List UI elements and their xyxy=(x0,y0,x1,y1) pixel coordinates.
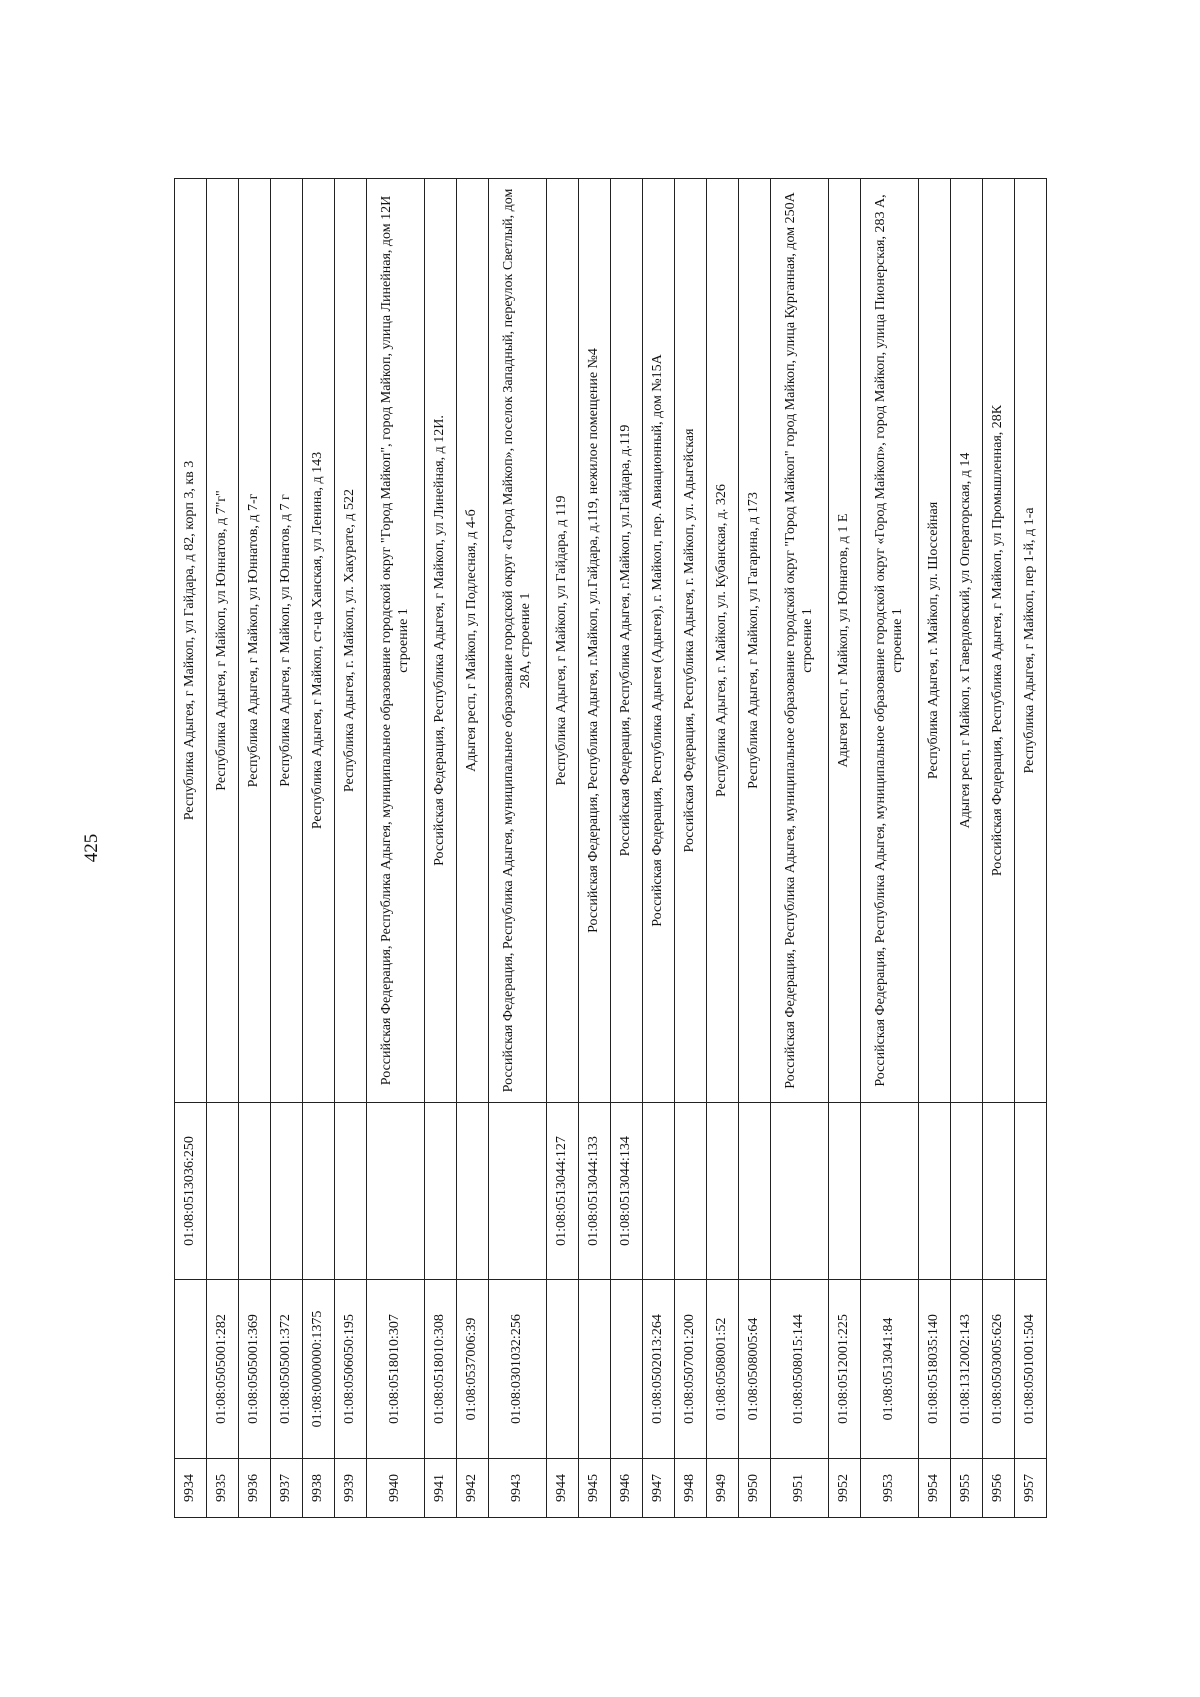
table-row xyxy=(239,179,271,1518)
row-number-cell: 9940 xyxy=(367,1459,425,1518)
cadastral-number-cell xyxy=(579,1280,611,1459)
table-row xyxy=(675,179,707,1518)
rotated-table-container xyxy=(174,178,1047,1518)
building-cadastral-number-cell xyxy=(861,1103,919,1280)
building-cadastral-number-cell xyxy=(425,1103,457,1280)
address-cell: Российская Федерация, Республика Адыгея, муниципальное образование городской округ «Город Майкоп», город Майкоп, улица Пионерская, 283 А, строение 1 xyxy=(861,179,919,1103)
cadastral-number-cell: 01:08:0505001:369 xyxy=(239,1280,271,1459)
address-cell: Республика Адыгея, г Майкоп, пер 1-й, д 1-а xyxy=(1015,179,1047,1103)
row-number-cell: 9949 xyxy=(707,1459,739,1518)
building-cadastral-number-cell: 01:08:0513044:134 xyxy=(611,1103,643,1280)
address-cell: Адыгея респ, г Майкоп, ул Юннатов, д 1 Е xyxy=(829,179,861,1103)
cadastral-number-cell: 01:08:0505001:372 xyxy=(271,1280,303,1459)
row-number-cell: 9955 xyxy=(951,1459,983,1518)
building-cadastral-number-cell xyxy=(707,1103,739,1280)
address-cell: Республика Адыгея, г Майкоп, ул Гайдара, д 119 xyxy=(547,179,579,1103)
table-row xyxy=(367,179,425,1518)
row-number-cell: 9945 xyxy=(579,1459,611,1518)
building-cadastral-number-cell xyxy=(829,1103,861,1280)
row-number-cell: 9937 xyxy=(271,1459,303,1518)
row-number-cell: 9953 xyxy=(861,1459,919,1518)
cadastral-number-cell: 01:08:0502013:264 xyxy=(643,1280,675,1459)
table-row xyxy=(739,179,771,1518)
row-number-cell: 9934 xyxy=(175,1459,207,1518)
address-cell: Российская Федерация, Республика Адыгея, г.Майкоп, ул.Гайдара, д.119, нежилое помещение №4 xyxy=(579,179,611,1103)
building-cadastral-number-cell xyxy=(951,1103,983,1280)
cadastral-number-cell: 01:08:0000000:1375 xyxy=(303,1280,335,1459)
table-row xyxy=(207,179,239,1518)
building-cadastral-number-cell xyxy=(303,1103,335,1280)
cadastral-number-cell: 01:08:0518035:140 xyxy=(919,1280,951,1459)
address-cell: Российская Федерация, Республика Адыгея, г. Майкоп, ул. Адыгейская xyxy=(675,179,707,1103)
cadastral-number-cell: 01:08:0537006:39 xyxy=(457,1280,489,1459)
row-number-cell: 9946 xyxy=(611,1459,643,1518)
cadastral-number-cell: 01:08:1312002:143 xyxy=(951,1280,983,1459)
row-number-cell: 9943 xyxy=(489,1459,547,1518)
address-cell: Российская Федерация, Республика Адыгея, г.Майкоп, ул.Гайдара, д.119 xyxy=(611,179,643,1103)
building-cadastral-number-cell xyxy=(489,1103,547,1280)
building-cadastral-number-cell xyxy=(335,1103,367,1280)
address-cell: Адыгея респ, г Майкоп, х Гавердовский, ул Операторская, д 14 xyxy=(951,179,983,1103)
building-cadastral-number-cell: 01:08:0513036:250 xyxy=(175,1103,207,1280)
building-cadastral-number-cell xyxy=(367,1103,425,1280)
address-cell: Адыгея респ, г Майкоп, ул Подлесная, д 4-б xyxy=(457,179,489,1103)
row-number-cell: 9954 xyxy=(919,1459,951,1518)
table-row xyxy=(303,179,335,1518)
building-cadastral-number-cell xyxy=(771,1103,829,1280)
page-number: 425 xyxy=(81,833,102,863)
cadastral-number-cell xyxy=(175,1280,207,1459)
cadastral-number-cell: 01:08:0507001:200 xyxy=(675,1280,707,1459)
building-cadastral-number-cell: 01:08:0513044:127 xyxy=(547,1103,579,1280)
table-row xyxy=(643,179,675,1518)
building-cadastral-number-cell xyxy=(675,1103,707,1280)
row-number-cell: 9951 xyxy=(771,1459,829,1518)
cadastral-number-cell: 01:08:0518010:307 xyxy=(367,1280,425,1459)
row-number-cell: 9939 xyxy=(335,1459,367,1518)
table-row xyxy=(547,179,579,1518)
building-cadastral-number-cell: 01:08:0513044:133 xyxy=(579,1103,611,1280)
building-cadastral-number-cell xyxy=(983,1103,1015,1280)
address-cell: Российская Федерация, Республика Адыгея, муниципальное образование городской округ «Город Майкоп», поселок Западный, переулок Светлый, дом 28А, строение 1 xyxy=(489,179,547,1103)
table-row xyxy=(829,179,861,1518)
cadastral-number-cell: 01:08:0508015:144 xyxy=(771,1280,829,1459)
row-number-cell: 9952 xyxy=(829,1459,861,1518)
cadastral-number-cell: 01:08:0518010:308 xyxy=(425,1280,457,1459)
row-number-cell: 9942 xyxy=(457,1459,489,1518)
cadastral-number-cell: 01:08:0513041:84 xyxy=(861,1280,919,1459)
building-cadastral-number-cell xyxy=(643,1103,675,1280)
table-row xyxy=(771,179,829,1518)
building-cadastral-number-cell xyxy=(457,1103,489,1280)
cadastral-number-cell: 01:08:0508001:52 xyxy=(707,1280,739,1459)
row-number-cell: 9935 xyxy=(207,1459,239,1518)
address-cell: Российская Федерация, Республика Адыгея, г Майкоп, ул Линейная, д 12И. xyxy=(425,179,457,1103)
table-row xyxy=(707,179,739,1518)
address-cell: Республика Адыгея, г Майкоп, ул Юннатов, д 7"г" xyxy=(207,179,239,1103)
address-cell: Российская Федерация, Республика Адыгея (Адыгея), г. Майкоп, пер. Авиационный, дом №15А xyxy=(643,179,675,1103)
table-row xyxy=(861,179,919,1518)
address-cell: Республика Адыгея, г Майкоп, ул Гайдара, д 82, корп 3, кв 3 xyxy=(175,179,207,1103)
table-row xyxy=(457,179,489,1518)
table-row xyxy=(271,179,303,1518)
address-cell: Республика Адыгея, г Майкоп, ст-ца Ханская, ул Ленина, д 143 xyxy=(303,179,335,1103)
cadastral-number-cell xyxy=(611,1280,643,1459)
address-cell: Республика Адыгея, г Майкоп, ул Юннатов, д 7-г xyxy=(239,179,271,1103)
table-row xyxy=(983,179,1015,1518)
row-number-cell: 9957 xyxy=(1015,1459,1047,1518)
table-row xyxy=(579,179,611,1518)
address-cell: Республика Адыгея, г Майкоп, ул Гагарина, д 173 xyxy=(739,179,771,1103)
row-number-cell: 9956 xyxy=(983,1459,1015,1518)
address-cell: Республика Адыгея, г. Майкоп, ул. Хакурате, д 522 xyxy=(335,179,367,1103)
table-row xyxy=(951,179,983,1518)
cadastral-number-cell: 01:08:0505001:282 xyxy=(207,1280,239,1459)
cadastral-number-cell: 01:08:0503005:626 xyxy=(983,1280,1015,1459)
cadastral-number-cell: 01:08:0506050:195 xyxy=(335,1280,367,1459)
building-cadastral-number-cell xyxy=(919,1103,951,1280)
building-cadastral-number-cell xyxy=(739,1103,771,1280)
table-row xyxy=(1015,179,1047,1518)
row-number-cell: 9950 xyxy=(739,1459,771,1518)
table-row xyxy=(919,179,951,1518)
table-row xyxy=(489,179,547,1518)
row-number-cell: 9944 xyxy=(547,1459,579,1518)
cadastral-number-cell: 01:08:0301032:256 xyxy=(489,1280,547,1459)
table-row xyxy=(335,179,367,1518)
row-number-cell: 9941 xyxy=(425,1459,457,1518)
address-cell: Российская Федерация, Республика Адыгея, г Майкоп, ул Промышленная, 28К xyxy=(983,179,1015,1103)
row-number-cell: 9936 xyxy=(239,1459,271,1518)
address-cell: Российская Федерация, Республика Адыгея, муниципальное образование городской округ "Город Майкоп" город Майкоп, улица Курганная, дом 250А строение 1 xyxy=(771,179,829,1103)
row-number-cell: 9948 xyxy=(675,1459,707,1518)
address-cell: Республика Адыгея, г. Майкоп, ул. Шоссейная xyxy=(919,179,951,1103)
registry-table-body xyxy=(175,179,1047,1518)
cadastral-number-cell: 01:08:0512001:225 xyxy=(829,1280,861,1459)
building-cadastral-number-cell xyxy=(239,1103,271,1280)
address-cell: Российская Федерация, Республика Адыгея, муниципальное образование городской округ "Город Майкоп", город Майкоп, улица Линейная, дом 12И строение 1 xyxy=(367,179,425,1103)
building-cadastral-number-cell xyxy=(271,1103,303,1280)
table-row xyxy=(611,179,643,1518)
cadastral-number-cell xyxy=(547,1280,579,1459)
row-number-cell: 9947 xyxy=(643,1459,675,1518)
address-cell: Республика Адыгея, г Майкоп, ул Юннатов, д 7 г xyxy=(271,179,303,1103)
building-cadastral-number-cell xyxy=(1015,1103,1047,1280)
table-row xyxy=(425,179,457,1518)
cadastral-number-cell: 01:08:0501001:504 xyxy=(1015,1280,1047,1459)
cadastral-number-cell: 01:08:0508005:64 xyxy=(739,1280,771,1459)
building-cadastral-number-cell xyxy=(207,1103,239,1280)
registry-table xyxy=(174,178,1047,1518)
address-cell: Республика Адыгея, г. Майкоп, ул. Кубанская, д. 326 xyxy=(707,179,739,1103)
row-number-cell: 9938 xyxy=(303,1459,335,1518)
table-row xyxy=(175,179,207,1518)
